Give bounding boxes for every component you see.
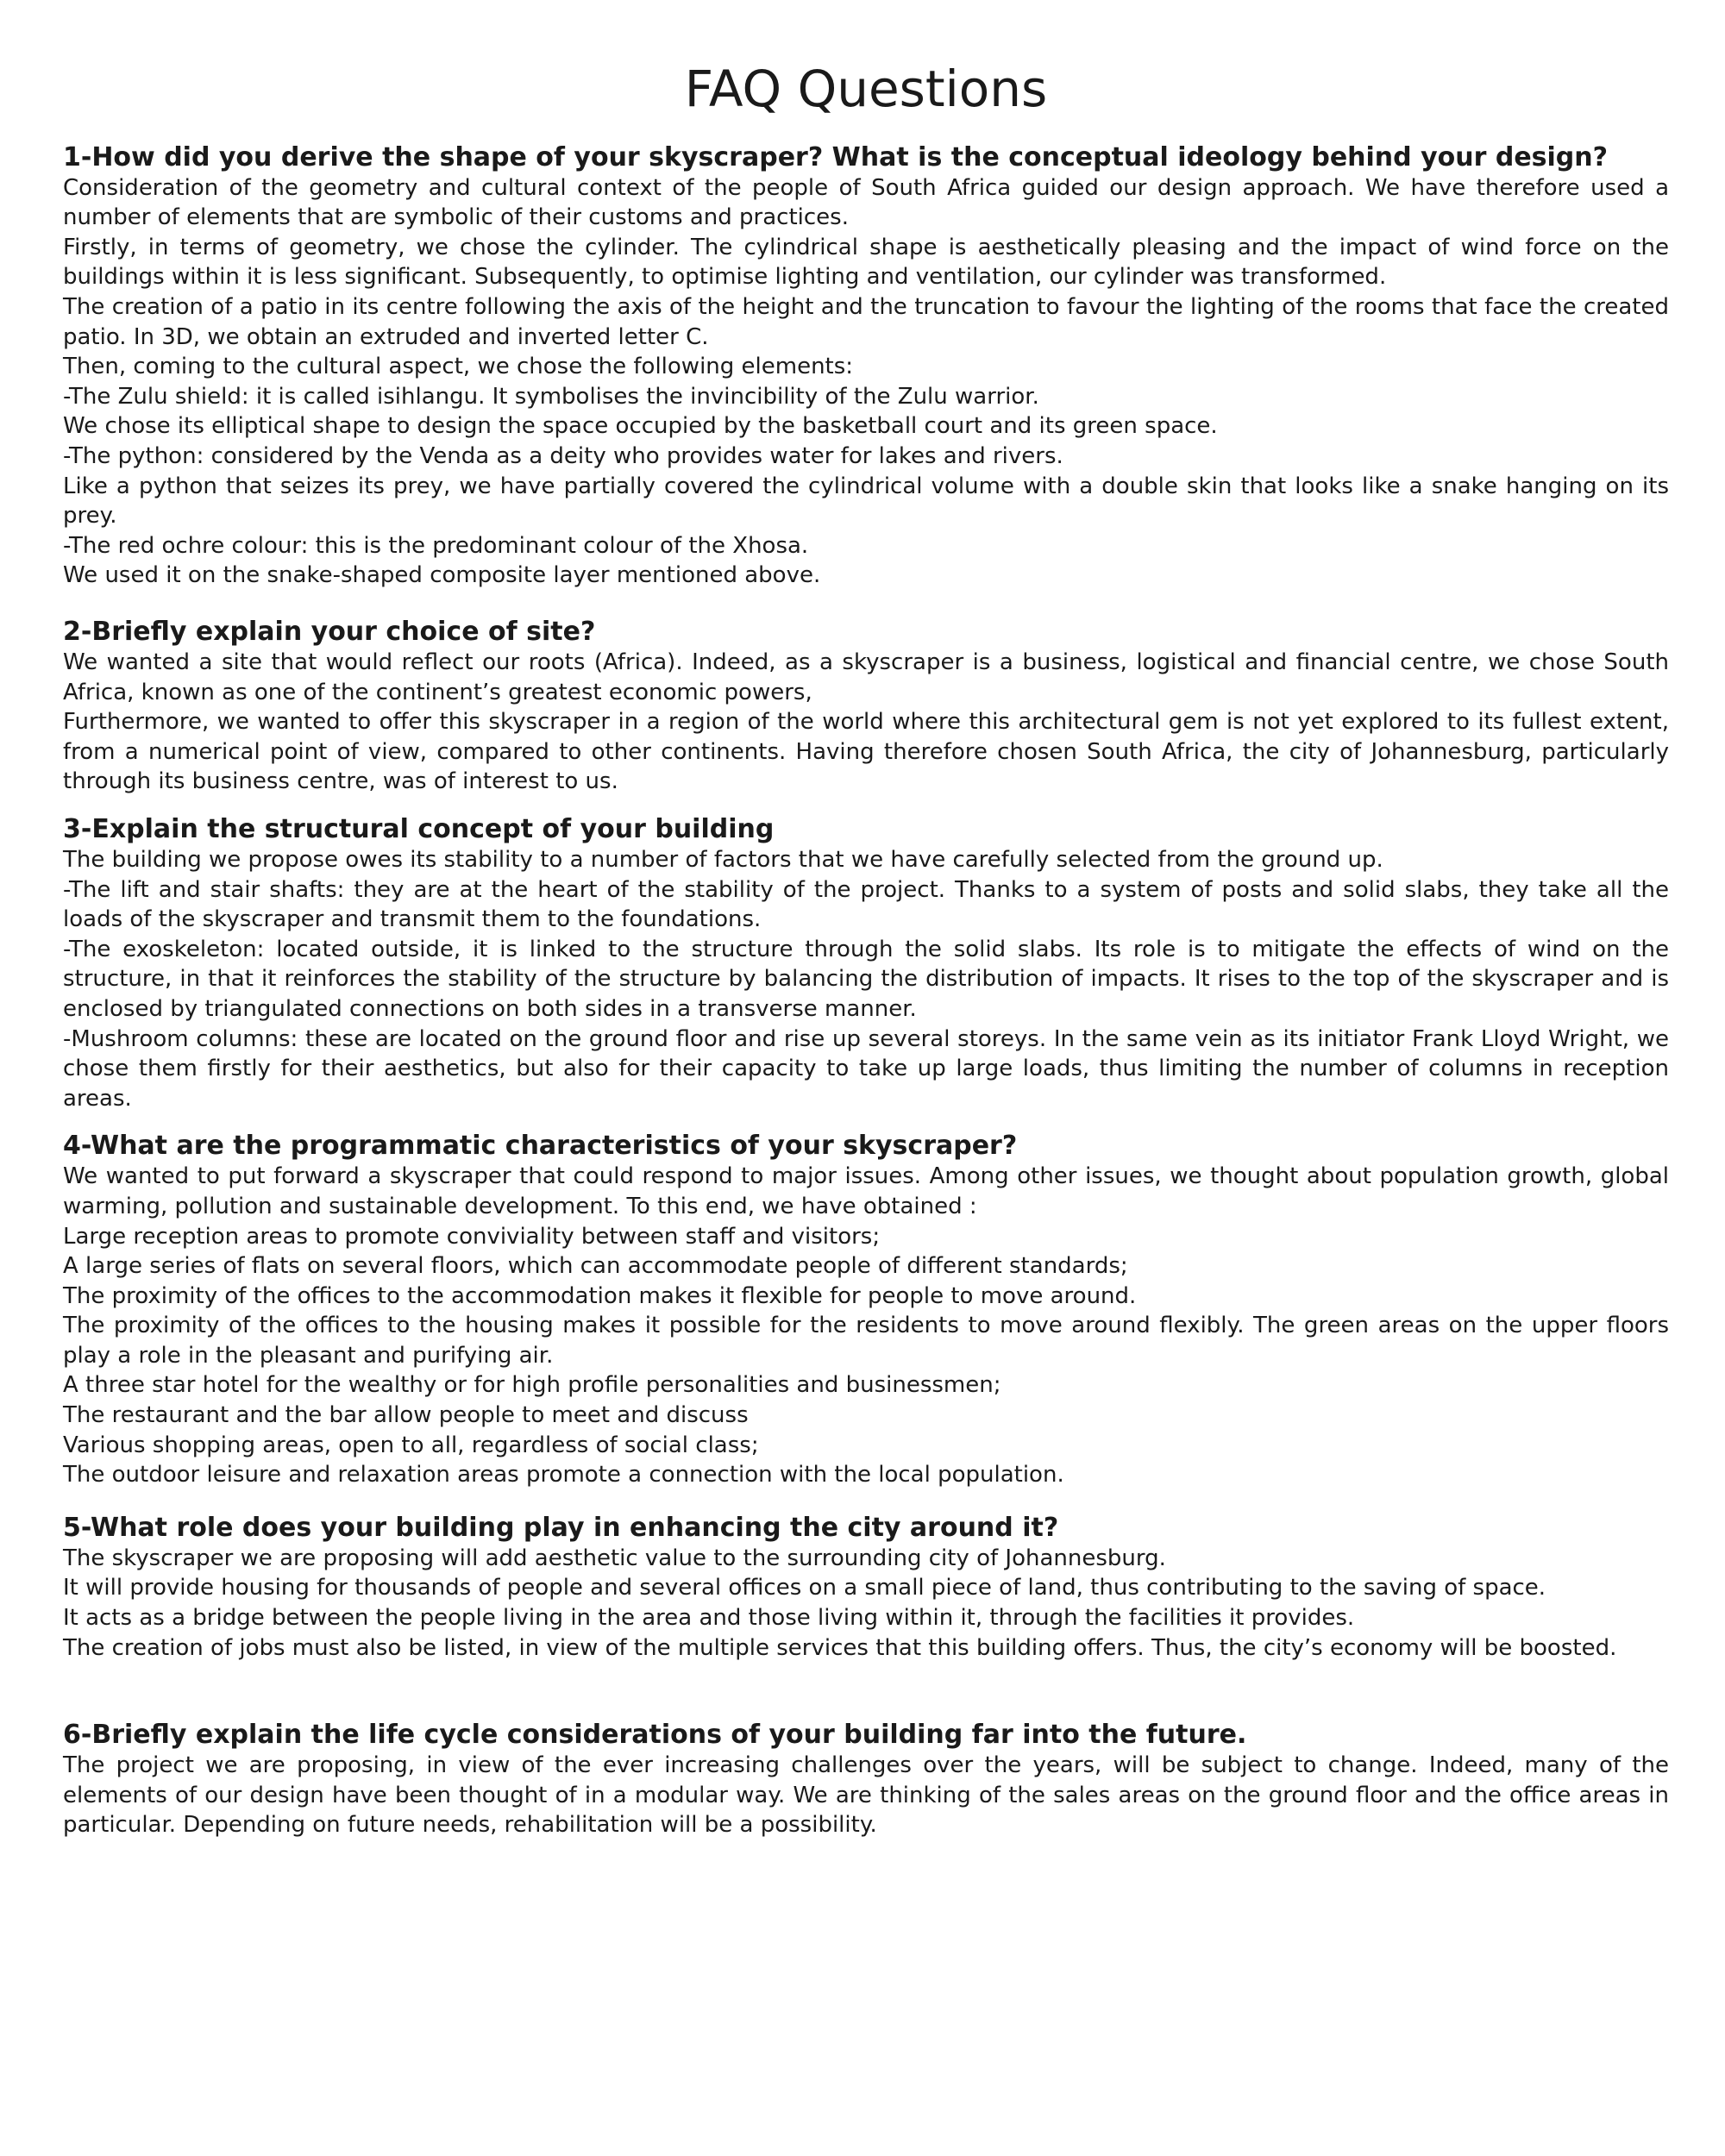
faq-answer-paragraph: -The Zulu shield: it is called isihlangu. It symbolises the invincibility of the Zulu warrior. bbox=[63, 383, 1039, 410]
faq-section-2 bbox=[63, 617, 1669, 797]
faq-answer-paragraph: The creation of jobs must also be listed, in view of the multiple services that this building offers. Thus, the city’s economy will be boosted. bbox=[63, 1634, 1617, 1661]
faq-answer-paragraph: A three star hotel for the wealthy or for high profile personalities and businessmen; bbox=[63, 1372, 1001, 1399]
faq-answer-paragraph: -The lift and stair shafts: they are at the heart of the stability of the project. Thanks to a system of posts and solid slabs, they take all the loads of the skyscraper and transmit them to the foundations. bbox=[63, 876, 1669, 933]
document-page bbox=[63, 0, 1669, 1840]
faq-answer-paragraph: We used it on the snake-shaped composite layer mentioned above. bbox=[63, 562, 821, 589]
faq-answer-paragraph: Then, coming to the cultural aspect, we chose the following elements: bbox=[63, 354, 854, 380]
faq-section-6 bbox=[63, 1720, 1669, 1840]
faq-answer-paragraph: It acts as a bridge between the people living in the area and those living within it, through the facilities it provides. bbox=[63, 1605, 1355, 1632]
faq-question-4: 4-What are the programmatic characteristics of your skyscraper? bbox=[63, 1131, 1018, 1162]
faq-answer-paragraph: Various shopping areas, open to all, regardless of social class; bbox=[63, 1432, 759, 1458]
faq-answer-paragraph: It will provide housing for thousands of people and several offices on a small piece of land, thus contributing to the saving of space. bbox=[63, 1575, 1546, 1601]
faq-answer-paragraph: -The exoskeleton: located outside, it is linked to the structure through the solid slabs. Its role is to mitigate the effects of wind on the structure, in that it reinforces the stability of the structure by balancing the distribution of impacts. It rises to the top of the skyscraper and is enclosed by triangulated connections on both sides in a transverse manner. bbox=[63, 936, 1669, 1022]
faq-answer-paragraph: -The python: considered by the Venda as a deity who provides water for lakes and rivers. bbox=[63, 443, 1063, 470]
faq-answer-paragraph: We wanted a site that would reflect our roots (Africa). Indeed, as a skyscraper is a business, logistical and financial centre, we chose South Africa, known as one of the continent’s greatest economic powers, bbox=[63, 649, 1669, 705]
faq-answer-paragraph: -Mushroom columns: these are located on the ground floor and rise up several storeys. In the same vein as its initiator Frank Lloyd Wright, we chose them firstly for their aesthetics, but also for their capacity to take up large loads, thus limiting the number of columns in reception areas. bbox=[63, 1025, 1669, 1112]
faq-answer-paragraph: The building we propose owes its stability to a number of factors that we have carefully selected from the ground up. bbox=[63, 846, 1383, 873]
faq-answer-paragraph: The restaurant and the bar allow people to meet and discuss bbox=[63, 1402, 749, 1429]
faq-answer-paragraph: The creation of a patio in its centre following the axis of the height and the truncation to favour the lighting of the rooms that face the created patio. In 3D, we obtain an extruded and inverted letter C. bbox=[63, 294, 1669, 350]
faq-answer-paragraph: We chose its elliptical shape to design the space occupied by the basketball court and its green space. bbox=[63, 413, 1218, 440]
faq-answer-paragraph: We wanted to put forward a skyscraper that could respond to major issues. Among other issues, we thought about population growth, global warming, pollution and sustainable development. To this end, we have obtained : bbox=[63, 1163, 1669, 1219]
faq-answer-paragraph: The proximity of the offices to the housing makes it possible for the residents to move around flexibly. The green areas on the upper floors play a role in the pleasant and purifying air. bbox=[63, 1313, 1669, 1369]
faq-question-2: 2-Briefly explain your choice of site? bbox=[63, 617, 596, 647]
faq-section-1 bbox=[63, 142, 1669, 591]
faq-answer-paragraph: A large series of flats on several floors, which can accommodate people of different standards; bbox=[63, 1253, 1128, 1280]
faq-question-6: 6-Briefly explain the life cycle considerations of your building far into the future. bbox=[63, 1720, 1247, 1751]
faq-answer-paragraph: -The red ochre colour: this is the predominant colour of the Xhosa. bbox=[63, 532, 809, 559]
faq-section-5 bbox=[63, 1513, 1669, 1663]
faq-answer-paragraph: The project we are proposing, in view of the ever increasing challenges over the years, will be subject to change. Indeed, many of the elements of our design have been thought of in a modular way. We are thinking of the sales areas on the ground floor and the office areas in particular. Depending on future needs, rehabilitation will be a possibility. bbox=[63, 1752, 1669, 1839]
page-title: FAQ Questions bbox=[684, 60, 1048, 118]
faq-question-1: 1-How did you derive the shape of your skyscraper? What is the conceptual ideology behind your design? bbox=[63, 141, 1609, 172]
faq-question-5: 5-What role does your building play in enhancing the city around it? bbox=[63, 1512, 1059, 1543]
faq-section-4 bbox=[63, 1131, 1669, 1490]
faq-answer-paragraph: The skyscraper we are proposing will add aesthetic value to the surrounding city of Johannesburg. bbox=[63, 1545, 1166, 1571]
faq-section-3 bbox=[63, 814, 1669, 1113]
faq-answer-paragraph: Like a python that seizes its prey, we have partially covered the cylindrical volume with a double skin that looks like a snake hanging on its prey. bbox=[63, 473, 1669, 530]
faq-answer-paragraph: Large reception areas to promote conviviality between staff and visitors; bbox=[63, 1223, 881, 1250]
faq-question-3: 3-Explain the structural concept of your building bbox=[63, 813, 775, 844]
faq-answer-paragraph: The proximity of the offices to the accommodation makes it flexible for people to move around. bbox=[63, 1282, 1137, 1309]
faq-answer-paragraph: Consideration of the geometry and cultural context of the people of South Africa guided our design approach. We have therefore used a number of elements that are symbolic of their customs and practices. bbox=[63, 174, 1669, 231]
faq-answer-paragraph: Firstly, in terms of geometry, we chose the cylinder. The cylindrical shape is aesthetically pleasing and the impact of wind force on the buildings within it is less significant. Subsequently, to optimise lighting and ventilation, our cylinder was transformed. bbox=[63, 234, 1669, 291]
faq-answer-paragraph: Furthermore, we wanted to offer this skyscraper in a region of the world where this architectural gem is not yet explored to its fullest extent, from a numerical point of view, compared to other continents. Having therefore chosen South Africa, the city of Johannesburg, particularly through its business centre, was of interest to us. bbox=[63, 709, 1669, 795]
faq-answer-paragraph: The outdoor leisure and relaxation areas promote a connection with the local population. bbox=[63, 1462, 1064, 1489]
